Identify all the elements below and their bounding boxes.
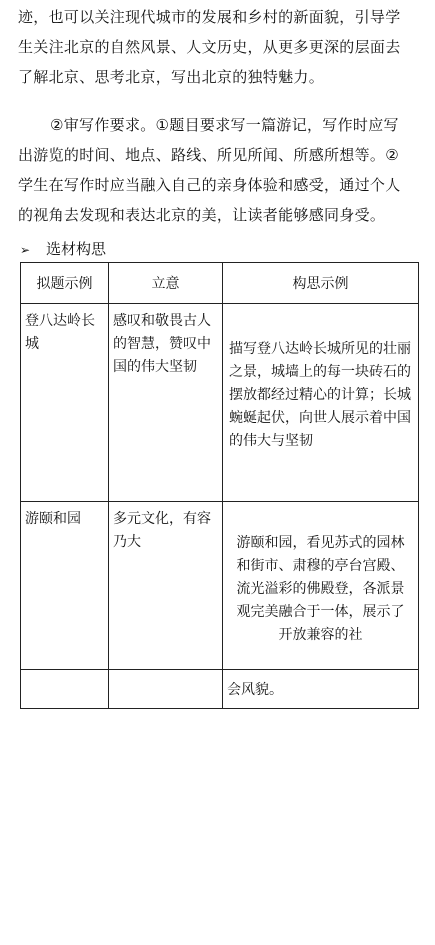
text-line: 生关注北京的自然风景、人文历史，从更多更深的层面去 [18, 38, 401, 56]
title-cell: 登八达岭长城 [21, 304, 109, 502]
title-cell: 游颐和园 [21, 502, 109, 670]
title-cell [21, 670, 109, 709]
text-line: 出游览的时间、地点、路线、所见所闻、所感所想等。② [18, 146, 399, 164]
idea-cell: 游颐和园，看见苏式的园林和街市、肃穆的亭台宫殿、流光溢彩的佛殿登，各派景观完美融合于一体，展示了开放兼容的社 [223, 502, 419, 670]
section-heading [20, 236, 106, 263]
table-row [21, 502, 419, 670]
idea-cell: 描写登八达岭长城所见的壮丽之景，城墙上的每一块砖石的摆放都经过精心的计算；长城蜿蜒起伏，向世人展示着中国的伟大与坚韧 [223, 304, 419, 502]
header-idea-example: 构思示例 [223, 263, 419, 304]
header-title-example: 拟题示例 [21, 263, 109, 304]
theme-cell: 多元文化，有容乃大 [109, 502, 223, 670]
table-header-row [21, 263, 419, 304]
arrow-bullet-icon: ➢ [20, 243, 31, 257]
paragraph-intro [18, 2, 420, 92]
material-table [20, 262, 419, 709]
theme-cell: 感叹和敬畏古人的智慧，赞叹中国的伟大坚韧 [109, 304, 223, 502]
text-line: 学生在写作时应当融入自己的亲身体验和感受，通过个人 [18, 176, 401, 194]
paragraph-requirements [18, 110, 420, 230]
table-row [21, 304, 419, 502]
text-line: 了解北京、思考北京，写出北京的独特魅力。 [18, 68, 325, 86]
text-line: ②审写作要求。①题目要求写一篇游记，写作时应写 [50, 116, 399, 134]
header-theme: 立意 [109, 263, 223, 304]
table-row [21, 670, 419, 709]
text-line: 迹，也可以关注现代城市的发展和乡村的新面貌，引导学 [18, 8, 401, 26]
theme-cell [109, 670, 223, 709]
idea-cell: 会风貌。 [223, 670, 419, 709]
text-line: 的视角去发现和表达北京的美，让读者能够感同身受。 [18, 206, 386, 224]
section-title: 选材构思 [46, 240, 107, 258]
